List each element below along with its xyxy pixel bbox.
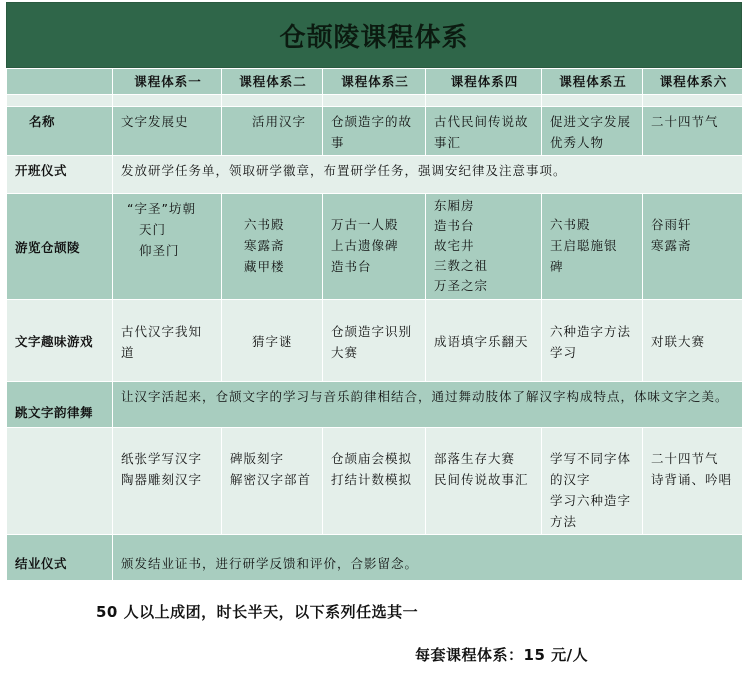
course-table [6,68,743,581]
table-cell-span: 发放研学任务单，领取研学徽章，布置研学任务，强调安纪律及注意事项。 [113,156,743,194]
column-header: 课程体系四 [426,69,542,95]
table-cell: 文字发展史 [113,107,222,156]
table-cell: 六书殿 王启聪施银 碑 [542,194,643,300]
table-cell: 成语填字乐翻天 [426,300,542,382]
table-cell: 猜字谜 [222,300,323,382]
row-label: 开班仪式 [7,156,113,194]
table-cell-span: 让汉字活起来，仓颉文字的学习与音乐韵律相结合，通过舞动肢体了解汉字构成特点，体味文字之美。 [113,382,743,428]
table-cell: 谷雨轩 寒露斋 [643,194,743,300]
table-cell: 六种造字方法学习 [542,300,643,382]
page-title: 仓颉陵课程体系 [279,22,469,53]
table-cell: 仓颉造字识别大赛 [323,300,426,382]
table-cell: 六书殿 寒露斋 藏甲楼 [222,194,323,300]
table-cell: 部落生存大赛 民间传说故事汇 [426,428,542,535]
row-label: 名称 [7,107,113,156]
group-size-note: 50 人以上成团，时长半天，以下系列任选其一 [96,603,419,621]
table-cell: 古代汉字我知道 [113,300,222,382]
column-header: 课程体系一 [113,69,222,95]
header-row [7,69,743,95]
table-cell: 碑版刻字 解密汉字部首 [222,428,323,535]
row-label: 游览仓颉陵 [7,194,113,300]
row-label: 跳文字韵律舞 [7,382,113,428]
table-cell: 二十四节气 [643,107,743,156]
column-header: 课程体系五 [542,69,643,95]
table-cell: 纸张学写汉字 陶器雕刻汉字 [113,428,222,535]
column-header: 课程体系二 [222,69,323,95]
row-name [7,107,743,156]
table-cell: “字圣”坊朝 天门 仰圣门 [113,194,222,300]
table-cell: 对联大赛 [643,300,743,382]
table-cell: 学写不同字体的汉字 学习六种造字方法 [542,428,643,535]
title-bar [6,2,742,68]
table-cell: 仓颉造字的故事 [323,107,426,156]
header-corner [7,69,113,95]
row-dance [7,382,743,428]
row-label-empty [7,428,113,535]
table-cell-span: 颁发结业证书，进行研学反馈和评价，合影留念。 [113,535,743,581]
row-activities [7,428,743,535]
table-cell: 万古一人殿 上古遗像碑 造书台 [323,194,426,300]
row-label: 结业仪式 [7,535,113,581]
column-header: 课程体系三 [323,69,426,95]
table-cell: 促进文字发展优秀人物 [542,107,643,156]
row-games [7,300,743,382]
table-cell: 二十四节气 诗背诵、吟唱 [643,428,743,535]
row-tour [7,194,743,300]
table-cell: 仓颉庙会模拟 打结计数模拟 [323,428,426,535]
table-cell: 活用汉字 [222,107,323,156]
course-table-container [6,2,742,581]
row-label: 文字趣味游戏 [7,300,113,382]
column-header: 课程体系六 [643,69,743,95]
table-cell: 东厢房 造书台 故宅井 三教之祖 万圣之宗 [426,194,542,300]
spacer-row [7,95,743,107]
price-note: 每套课程体系：15 元/人 [415,646,589,664]
row-closing [7,535,743,581]
row-opening [7,156,743,194]
table-cell: 古代民间传说故事汇 [426,107,542,156]
